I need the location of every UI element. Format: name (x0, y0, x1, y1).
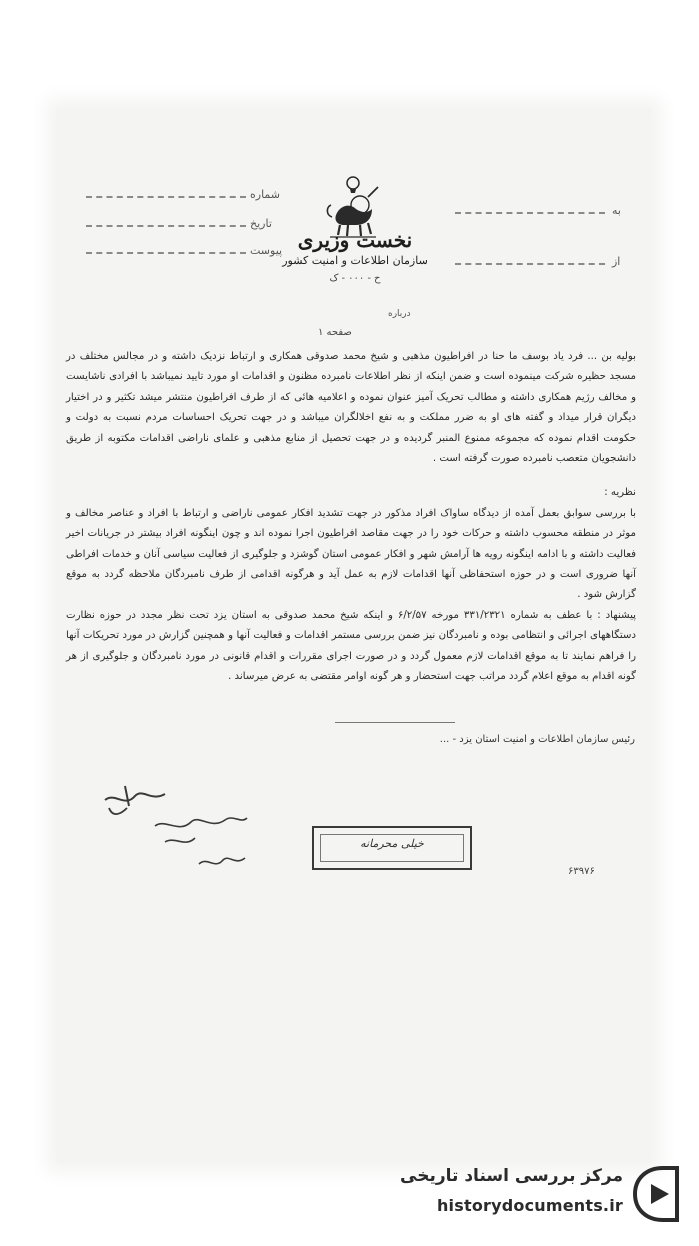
number-field-label: شماره (250, 188, 281, 201)
organization-heading (270, 228, 440, 284)
body-heading-opinion: نظریه : (604, 487, 636, 499)
org-name-primary: نخست وزیری (297, 228, 413, 252)
page-number: صفحه ۱ (318, 327, 352, 338)
sender-field-label: از (612, 255, 621, 268)
stamp-text: خیلی محرمانه (360, 837, 424, 850)
recipient-field-label: به (612, 204, 621, 217)
signature-underline (335, 722, 455, 723)
classification-stamp (312, 826, 472, 870)
body-paragraph-report: بولیه بن ... فرد یاد بوسف ما حنا در افراطیون مذهبی و شیخ محمد صدوقی همکاری و ارتباط نزدیک داشته و در مجالس مختلف در مسجد حظیره شرکت مینموده است و ضمن اینکه از نظر اطلاعات نامبرده مظنون و اقدامات او مورد تایید نمیباشد با افرادی ناشایست و مخالف رژیم همکاری داشته و مطالب تحریک آمیز عنوان نموده و اعلامیه هائی که از طرف افراطیون منتشر میشد تکثیر و در اختیار دیگران قرار میداد و گفته های او به ضرر مملکت و به نفع اخلالگران میباشد و در جهت تحریک احساسات مردم نسبت به دولت و حکومت اقدام نموده که مجموعه ممنوع المنبر گردیده و در جهت تحصیل از منابع مذهبی و علمای ناراضی اقدامات مکتوبه از طریق دانشجویان متعصب نامبرده صورت گرفته است . (66, 351, 636, 465)
body-paragraph-proposal: پیشنهاد : با عطف به شماره ۳۳۱/۲۳۲۱ مورخه ۶/۲/۵۷ و اینکه شیخ محمد صدوقی به استان یزد تحت نظر مجدد در حوزه نظارت دستگاههای اجرائی و انتظامی بوده و نامبردگان نیز ضمن بررسی مستمر اقدامات و فعالیت آنها و همچنین گزارش در مورد تحریکات آنها را فراهم نمایند تا به موقع اقدامات لازم معمول گردد و در صورت اجرای مقررات و اقدام قانونی در مورد نامبردگان و جلوگیری از هر گونه اقدام به موقع اعلام گردد مراتب جهت استحضار و هر گونه اوامر مقتضی به عرض میرساند . (66, 609, 636, 683)
signatory-title: رئیس سازمان اطلاعات و امنیت استان یزد - ... (439, 734, 635, 745)
date-field-line (86, 225, 246, 227)
history-documents-logo-icon (629, 1164, 683, 1224)
body-paragraph-opinion: با بررسی سوابق بعمل آمده از دیدگاه ساواک افراد مذکور در جهت تشدید افکار عمومی ناراضی و ارتباط با افراد و عناصر مخالف و موثر در منطقه محسوب داشته و حرکات خود را در جهت مقاصد افراطیون اجرا نموده اند و چون اینگونه افراد بیشتر در جریانات اخیر فعالیت داشته و با ادامه اینگونه رویه ها آرامش شهر و افکار عمومی استان گوشزد و جلوگیری از فعالیت سیاسی آنان و خدمات افراطی آنها ضروری است و در حوزه استحفاظی آنها اقدامات لازم به عمل آید و هرگونه اقدامی از طرف نامبردگان ملاحظه گردد به موقع گزارش شود . (66, 507, 636, 601)
sender-field-line (455, 263, 605, 265)
date-field-label: تاریخ (250, 217, 272, 230)
document-body (66, 347, 636, 688)
handwritten-signature-notes (95, 778, 255, 888)
document-number: ۶۳۹۷۶ (568, 866, 595, 877)
number-field-line (86, 196, 246, 198)
org-code: ح - ۰۰۰ - ک (329, 273, 381, 284)
attachment-field-label: پیوست (250, 244, 283, 257)
org-name-secondary: سازمان اطلاعات و امنیت کشور (282, 254, 428, 267)
attachment-field-line (86, 252, 246, 254)
recipient-field-line (455, 212, 605, 214)
footer-url: historydocuments.ir (436, 1196, 623, 1215)
subject-label: درباره (388, 309, 411, 319)
watermark-footer (395, 1158, 685, 1232)
footer-title: مرکز بررسی اسناد تاریخی (400, 1166, 623, 1186)
